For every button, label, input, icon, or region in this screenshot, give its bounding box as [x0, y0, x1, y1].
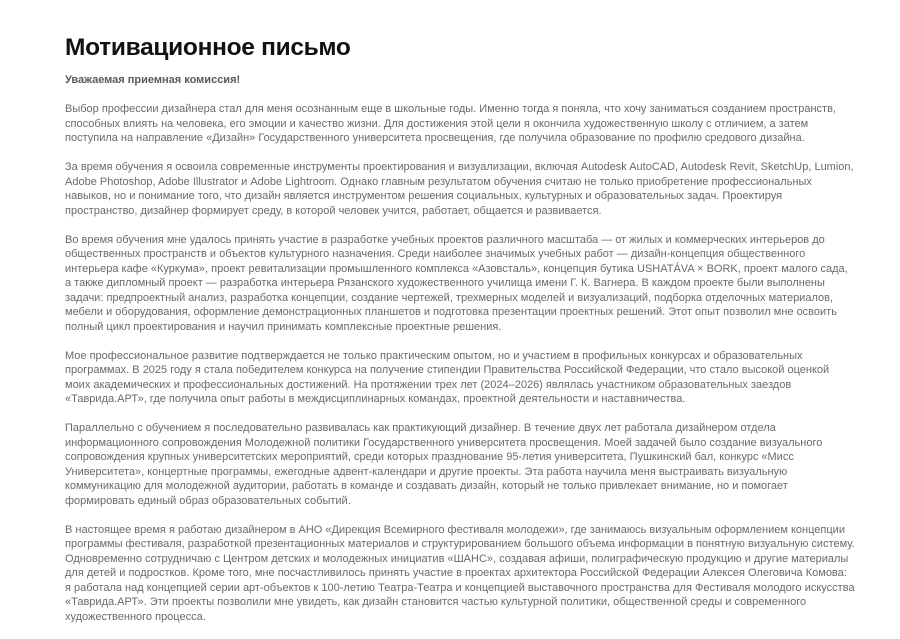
- letter-page: [65, 33, 855, 639]
- paragraph-6: В настоящее время я работаю дизайнером в АНО «Дирекция Всемирного фестиваля молодежи», где занимаюсь визуальным оформлением концепции программы фестиваля, разработкой презентационных материалов и структурированием большого объема информации в понятную визуальную систему. Одновременно сотрудничаю с Центром детских и молодежных инициатив «ШАНС», создавая афиши, полиграфическую продукцию и другие материалы для детей и подростков. Кроме того, мне посчастливилось принять участие в проектах архитектора Российской Федерации Алексея Олеговича Комова: я работала над концепцией серии арт-объектов к 100-летию Театра-Театра и концепцией выставочного пространства для Фестиваля молодого искусства «Таврида.АРТ». Эти проекты позволили мне увидеть, как дизайн становится частью культурной политики, общественной среды и современного художественного процесса.: [65, 523, 855, 623]
- paragraph-2: За время обучения я освоила современные инструменты проектирования и визуализации, включая Autodesk AutoCAD, Autodesk Revit, SketchUp, Lumion, Adobe Photoshop, Adobe Illustrator и Adobe Lightroom. Однако главным результатом обучения считаю не только приобретение профессиональных навыков, но и понимание того, что дизайн является инструментом решения социальных, культурных и образовательных задач. Проектируя пространство, дизайнер формирует среду, в которой человек учится, работает, общается и развивается.: [65, 161, 854, 217]
- paragraph-1: Выбор профессии дизайнера стал для меня осознанным еще в школьные годы. Именно тогда я поняла, что хочу заниматься созданием пространств, способных влиять на человека, его эмоции и качество жизни. Для достижения этой цели я окончила художественную школу с отличием, а затем поступила на направление «Дизайн» Государственного университета просвещения, где получила образование по профилю средового дизайна.: [65, 103, 836, 144]
- greeting: Уважаемая приемная комиссия!: [65, 74, 241, 86]
- paragraph-3: Во время обучения мне удалось принять участие в разработке учебных проектов различного масштаба — от жилых и коммерческих интерьеров до общественных пространств и объектов культурного назначения. Среди наиболее значимых учебных работ — дизайн-концепция общественного интерьера кафе «Куркума», проект ревитализации промышленного комплекса «Азовсталь», концепция бутика USHATÁVA × BORK, проект малого сада, а также дипломный проект — разработка интерьера Рязанского художественного училища имени Г. К. Вагнера. В каждом проекте были выполнены задачи: предпроектный анализ, разработка концепции, создание чертежей, трехмерных моделей и визуализаций, подборка отделочных материалов, мебели и оборудования, оформление демонстрационных планшетов и подготовка презентации проектных решений. Этот опыт позволил мне освоить полный цикл проектирования и научил принимать комплексные проектные решения.: [65, 233, 848, 333]
- paragraph-5: Параллельно с обучением я последовательно развивалась как практикующий дизайнер. В течение двух лет работала дизайнером отдела информационного сопровождения Молодежной политики Государственного университета просвещения. Моей задачей было создание визуального сопровождения крупных университетских мероприятий, среди которых празднование 95-летия университета, Пушкинский бал, конкурс «Мисс Университета», концертные программы, ежегодные адвент-календари и другие проекты. Эта работа научила меня выстраивать визуальную коммуникацию для молодежной аудитории, работать в команде и создавать дизайн, который не только привлекает внимание, но и помогает формировать единый образ образовательных событий.: [65, 422, 823, 507]
- paragraph-4: Мое профессиональное развитие подтверждается не только практическим опытом, но и участием в профильных конкурсах и образовательных программах. В 2025 году я стала победителем конкурса на получение стипендии Правительства Российской Федерации, что стало высокой оценкой моих академических и профессиональных достижений. На протяжении трех лет (2024–2026) являлась участником образовательных заездов «Таврида.АРТ», где получила опыт работы в междисциплинарных командах, проектной деятельности и наставничества.: [65, 349, 830, 405]
- page-title: Мотивационное письмо: [65, 34, 351, 61]
